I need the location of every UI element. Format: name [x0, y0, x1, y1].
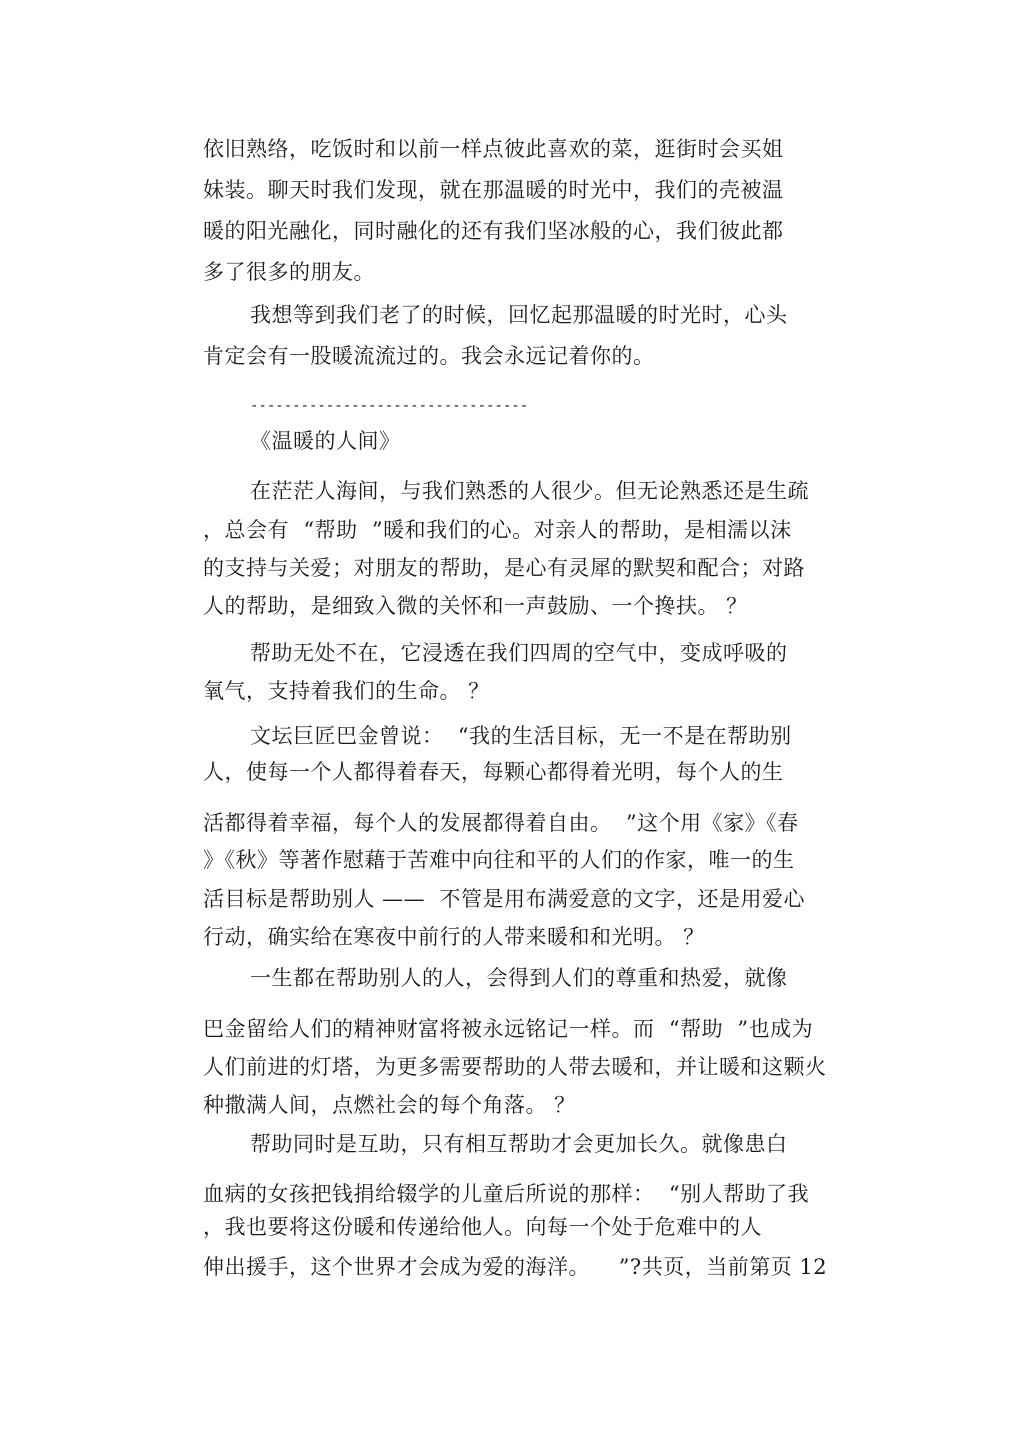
text-line: 帮助同时是互助，只有相互帮助才会更加长久。就像患白: [250, 1132, 788, 1156]
text-line: 我想等到我们老了的时候，回忆起那温暖的时光时，心头: [250, 303, 788, 327]
text-line: 在茫茫人海间，与我们熟悉的人很少。但无论熟悉还是生疏: [250, 479, 809, 503]
text-line: 》《秋》等著作慰藉于苦难中向往和平的人们的作家，唯一的生: [203, 848, 795, 872]
text-line: 行动，确实给在寒夜中前行的人带来暖和和光明。 ？: [203, 925, 705, 949]
text-line: 多了很多的朋友。: [203, 260, 375, 284]
text-line: 文坛巨匠巴金曾说： “我的生活目标，无一不是在帮助别: [250, 724, 792, 748]
text-line: 人的帮助，是细致入微的关怀和一声鼓励、一个搀扶。 ？: [203, 594, 748, 618]
text-line: 妹装。聊天时我们发现，就在那温暖的时光中，我们的壳被温: [203, 178, 784, 202]
section-separator: ---------------------------------: [250, 398, 529, 414]
text-line: ，我也要将这份暖和传递给他人。向每一个处于危难中的人: [203, 1215, 762, 1239]
text-line: 活都得着幸福，每个人的发展都得着自由。 ”这个用《家》《春: [203, 811, 799, 835]
text-line: 帮助无处不在，它浸透在我们四周的空气中，变成呼吸的: [250, 641, 788, 665]
text-line: 一生都在帮助别人的人，会得到人们的尊重和热爱，就像: [250, 966, 788, 990]
text-line: 活目标是帮助别人 —— 不管是用布满爱意的文字，还是用爱心: [203, 887, 806, 911]
text-line: 血病的女孩把钱捐给辍学的儿童后所说的那样： “别人帮助了我: [203, 1182, 810, 1206]
section-title: 《温暖的人间》: [250, 429, 401, 453]
text-line: 肯定会有一股暖流流过的。我会永远记着你的。: [203, 344, 655, 368]
text-line: 依旧熟络，吃饭时和以前一样点彼此喜欢的菜，逛街时会买姐: [203, 137, 784, 161]
text-line: 巴金留给人们的精神财富将被永远铭记一样。而 “帮助 ”也成为: [203, 1017, 814, 1041]
text-line: 的支持与关爱；对朋友的帮助，是心有灵犀的默契和配合；对路: [203, 556, 805, 580]
text-line: 人，使每一个人都得着春天，每颗心都得着光明，每个人的生: [203, 760, 784, 784]
text-line: ，总会有 “帮助 ”暖和我们的心。对亲人的帮助，是相濡以沫: [203, 518, 792, 542]
text-line: 人们前进的灯塔，为更多需要帮助的人带去暖和，并让暖和这颗火: [203, 1055, 827, 1079]
text-line: 氧气，支持着我们的生命。 ？: [203, 679, 490, 703]
text-line: 暖的阳光融化，同时融化的还有我们坚冰般的心，我们彼此都: [203, 219, 784, 243]
page-footer-line: 伸出援手，这个世界才会成为爱的海洋。 ”?共页，当前第页 12: [203, 1255, 828, 1279]
text-line: 种撒满人间，点燃社会的每个角落。 ？: [203, 1093, 576, 1117]
